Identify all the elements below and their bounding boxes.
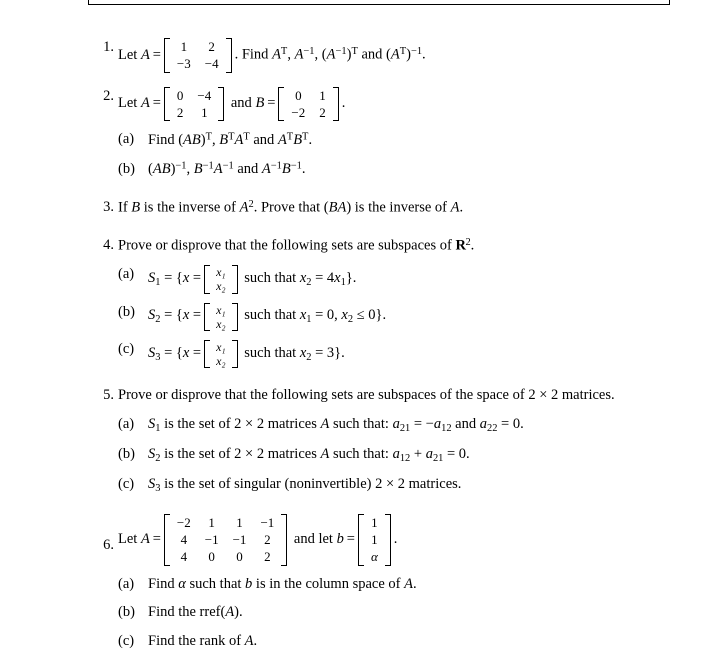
- subitem-label: (c): [118, 632, 135, 649]
- matrix-cell: −2: [291, 104, 306, 120]
- matrix-row: [210, 354, 232, 368]
- matrix-row: [210, 303, 232, 317]
- subitem-text: Find the rref(A).: [148, 604, 243, 621]
- subitem-text: Find α such that b is in the column space of A.: [148, 575, 417, 592]
- problem-3-text: If B is the inverse of $A^2$. Prove that (BA) is the inverse of A.: [118, 198, 464, 216]
- subitem-label: (b): [118, 303, 135, 320]
- matrix-cell: 4: [180, 532, 188, 548]
- problem-number-2: 2.: [103, 87, 114, 104]
- matrix-row: [210, 317, 232, 331]
- matrix-cell: 0: [295, 87, 302, 103]
- problem-6-subitem-a: [118, 575, 716, 595]
- problem-2-text-middle: and B =: [227, 95, 276, 112]
- matrix-row: [170, 104, 218, 121]
- subitem-expression: [148, 303, 716, 331]
- matrix-cell: 0: [236, 549, 243, 565]
- matrix-cell: 2: [264, 549, 271, 565]
- matrix-body: [170, 514, 281, 566]
- matrix-cell: −2: [176, 514, 191, 530]
- bracket-right: [232, 265, 238, 293]
- bracket-right: [281, 514, 287, 566]
- problem-item-3: [0, 198, 716, 218]
- matrix-cell: 1: [201, 104, 208, 120]
- matrix-body: [170, 38, 226, 73]
- problem-6-subitems: [118, 575, 716, 651]
- matrix-cell: 1: [208, 514, 215, 530]
- problem-2-text-after: .: [341, 95, 346, 112]
- matrix-row: [170, 531, 281, 548]
- problem-number-5: 5.: [103, 387, 114, 404]
- problem-6-text-after: .: [393, 531, 398, 548]
- problem-5-subitem-c: [118, 475, 716, 496]
- subitem-expression: [148, 265, 716, 293]
- subitem-label: (b): [118, 445, 135, 462]
- problem-4-subitem-c: [118, 340, 716, 368]
- subitem-label: (b): [118, 604, 135, 621]
- matrix-cell: 1: [319, 87, 326, 103]
- problem-5-row: [118, 386, 716, 406]
- problem-6-subitem-b: [118, 603, 716, 623]
- problem-2-matrix-a: [164, 87, 224, 122]
- matrix-cell: x₂: [216, 316, 226, 331]
- problem-4-row: [118, 236, 716, 256]
- subitem-label: (a): [118, 575, 135, 592]
- matrix-cell: −3: [176, 56, 191, 72]
- page-top-rule: [88, 0, 670, 5]
- bracket-right: [232, 303, 238, 331]
- problem-2-subitem-b: [118, 160, 716, 180]
- matrix-cell: x₁: [216, 265, 226, 280]
- problem-6-subitem-c: [118, 632, 716, 651]
- matrix-cell: x₂: [216, 354, 226, 369]
- matrix-cell: 4: [180, 549, 188, 565]
- matrix-row: [170, 55, 226, 72]
- subitem-label: (a): [118, 131, 135, 148]
- document-content: [0, 38, 716, 651]
- subitem-label: (c): [118, 475, 135, 492]
- set-suffix: such that $x_2 = 4x_1$}.: [240, 269, 357, 288]
- bracket-right: [226, 38, 232, 73]
- problem-1-row: [118, 38, 716, 73]
- bracket-right: [385, 514, 391, 566]
- set-suffix: such that $x_1 = 0$, $x_2 \le 0$}.: [240, 307, 387, 326]
- problem-2-subitem-a: [118, 130, 716, 150]
- problem-6-text-before: Let A =: [118, 531, 161, 548]
- column-vector: [204, 303, 238, 331]
- matrix-cell: 2: [208, 39, 215, 54]
- problem-5-subitem-a: [118, 415, 716, 436]
- matrix-body: [210, 340, 232, 368]
- matrix-row: [364, 531, 385, 548]
- matrix-cell: −1: [204, 532, 219, 548]
- matrix-row: [284, 104, 332, 121]
- matrix-row: [210, 265, 232, 279]
- problem-item-2: [0, 87, 716, 180]
- matrix-cell: −4: [197, 87, 212, 103]
- matrix-body: [284, 87, 332, 122]
- bracket-right: [333, 87, 339, 122]
- subitem-label: (a): [118, 266, 135, 283]
- column-vector: [204, 265, 238, 293]
- matrix-cell: 0: [208, 549, 215, 565]
- matrix-cell: α: [370, 549, 378, 565]
- problem-4-subitems: [118, 265, 716, 368]
- matrix-body: [210, 265, 232, 293]
- matrix-row: [170, 38, 226, 55]
- problem-1-text-after: . Find $A^T$, $A^{-1}$, $(A^{-1})^T$ and $(A^T)^{-1}$.: [234, 46, 426, 63]
- matrix-cell: −1: [232, 532, 247, 548]
- matrix-cell: 2: [264, 532, 271, 548]
- bracket-right: [218, 87, 224, 122]
- problem-number-4: 4.: [103, 237, 114, 254]
- problem-3-row: [118, 198, 716, 218]
- matrix-row: [170, 87, 218, 104]
- column-vector: [204, 340, 238, 368]
- matrix-cell: −1: [260, 514, 275, 530]
- problem-item-6: [0, 514, 716, 651]
- matrix-row: [364, 548, 385, 565]
- problem-6-matrix-b: [358, 514, 391, 566]
- set-prefix: $S_3 = \{x$ =: [148, 344, 202, 363]
- problem-6-matrix-a: [164, 514, 287, 566]
- problem-1-matrix: [164, 38, 232, 73]
- matrix-row: [284, 87, 332, 104]
- matrix-cell: x₂: [216, 279, 226, 294]
- matrix-body: [210, 303, 232, 331]
- problem-5-subitems: [118, 415, 716, 496]
- matrix-cell: x₁: [216, 339, 226, 354]
- matrix-cell: x₁: [216, 302, 226, 317]
- subitem-text: $S_3$ is the set of singular (noninvertible) 2 × 2 matrices.: [148, 475, 462, 494]
- matrix-row: [364, 514, 385, 531]
- problem-2-subitems: [118, 130, 716, 180]
- problem-4-text: Prove or disprove that the following sets are subspaces of $R^2$.: [118, 237, 475, 254]
- problem-item-5: [0, 386, 716, 496]
- problem-6-text-middle: and let b =: [290, 531, 355, 548]
- problem-item-4: [0, 236, 716, 368]
- problem-5-text: Prove or disprove that the following sets are subspaces of the space of 2 × 2 matrices.: [118, 387, 615, 404]
- problem-number-1: 1.: [103, 39, 114, 55]
- matrix-cell: 2: [176, 104, 184, 120]
- matrix-body: [170, 87, 218, 122]
- problem-2-matrix-b: [278, 87, 338, 122]
- subitem-expression: [148, 340, 716, 368]
- subitem-text: Find (AB)$^T$, $B^TA^T$ and $A^TB^T$.: [148, 131, 313, 148]
- problem-4-subitem-a: [118, 265, 716, 293]
- problem-1-text-before: Let A =: [118, 46, 161, 63]
- subitem-label: (b): [118, 160, 135, 177]
- bracket-right: [232, 340, 238, 368]
- set-prefix: $S_1 = \{x$ =: [148, 269, 202, 288]
- matrix-cell: 0: [176, 87, 184, 103]
- problem-4-subitem-b: [118, 303, 716, 331]
- matrix-cell: 1: [236, 514, 243, 530]
- matrix-row: [170, 548, 281, 565]
- matrix-body: [364, 514, 385, 566]
- matrix-cell: 2: [319, 104, 326, 120]
- subitem-text: (AB)$^{-1}$, $B^{-1}A^{-1}$ and $A^{-1}B^{-1}$.: [148, 160, 306, 178]
- set-prefix: $S_2 = \{x$ =: [148, 307, 202, 326]
- problem-number-6: 6.: [103, 536, 114, 553]
- matrix-row: [210, 340, 232, 354]
- matrix-cell: −4: [204, 56, 219, 72]
- matrix-cell: 1: [180, 39, 188, 54]
- subitem-text: $S_2$ is the set of 2 × 2 matrices A such that: $a_{12} + a_{21} = 0$.: [148, 445, 470, 464]
- subitem-text: $S_1$ is the set of 2 × 2 matrices A such that: $a_{21} = -a_{12}$ and $a_{22} = 0$.: [148, 415, 524, 434]
- matrix-row: [170, 514, 281, 531]
- problem-item-1: [0, 38, 716, 73]
- matrix-cell: 1: [371, 532, 378, 548]
- matrix-row: [210, 279, 232, 293]
- set-suffix: such that $x_2 = 3$}.: [240, 344, 345, 363]
- subitem-label: (a): [118, 415, 135, 432]
- problem-2-row: [118, 87, 716, 122]
- problem-6-row: [118, 514, 716, 566]
- problem-list: [0, 38, 716, 651]
- problem-5-subitem-b: [118, 445, 716, 466]
- matrix-cell: 1: [371, 514, 378, 530]
- problem-2-text-before: Let A =: [118, 95, 161, 112]
- subitem-text: Find the rank of A.: [148, 632, 258, 649]
- problem-number-3: 3.: [103, 198, 114, 215]
- subitem-label: (c): [118, 340, 135, 357]
